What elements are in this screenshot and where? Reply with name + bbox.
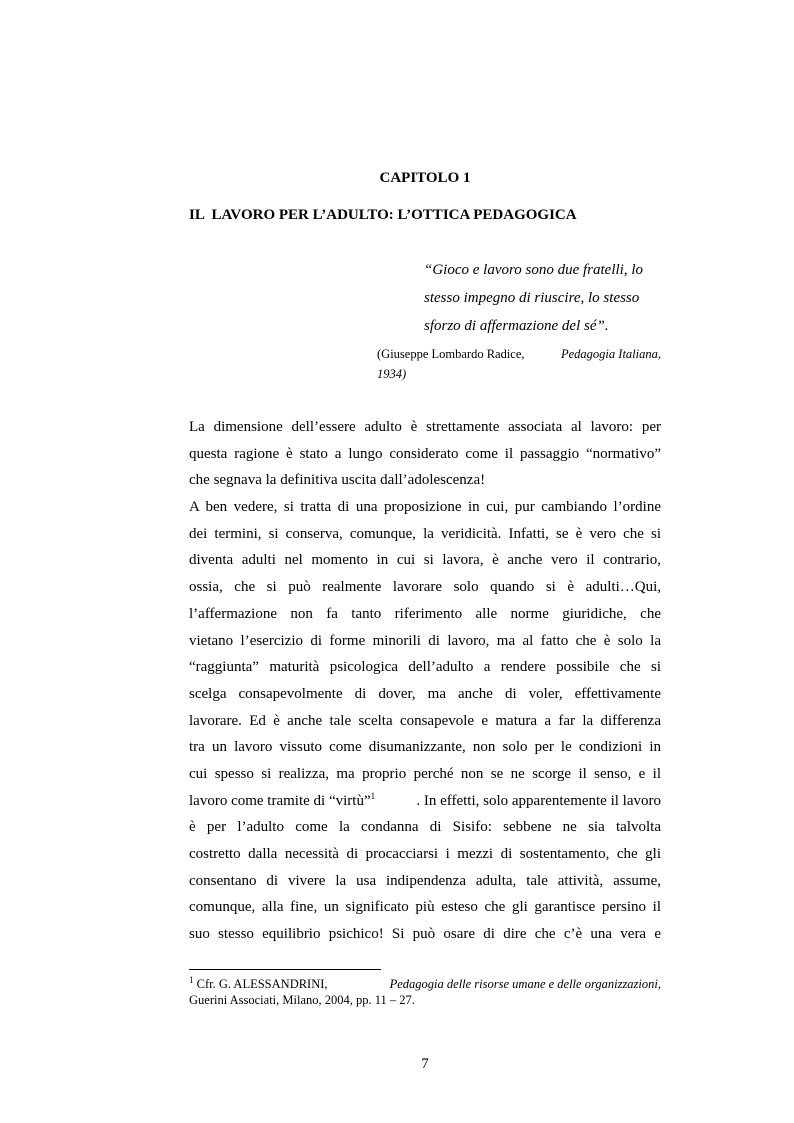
footnote-line-rest: . In effetti, solo apparentemente il lavoro (416, 792, 661, 809)
footnote-reference: 1 (370, 790, 376, 801)
epigraph-line: “Gioco e lavoro sono due fratelli, lo (424, 262, 644, 278)
body-line: comunque, alla fine, un significato più esteso che gli garantisce persino il (189, 899, 661, 916)
body-line: vietano l’esercizio di forme minorili di lavoro, ma al fatto che è solo la (189, 632, 661, 649)
body-line: dei termini, si conserva, comunque, la veridicità. Infatti, se è vero che si (189, 525, 661, 542)
body-line: cui spesso si realizza, ma proprio perché non se ne scorge il senso, e il (189, 765, 661, 782)
body-line: questa ragione è stato a lungo considerato come il passaggio “normativo” (189, 445, 661, 462)
chapter-title: IL LAVORO PER L’ADULTO: L’OTTICA PEDAGOGICA (189, 207, 577, 223)
epigraph-line: stesso impegno di riuscire, lo stesso (424, 290, 640, 306)
footnote-work-title: Pedagogia delle risorse umane e delle organizzazioni, (389, 977, 661, 991)
footnote-prefix: $^1$ Cfr. G. ALESSANDRINI, (189, 974, 328, 991)
body-line: l’affermazione non fa tanto riferimento alle norme giuridiche, che (189, 605, 661, 622)
body-line: diventa adulti nel momento in cui si lavora, è anche vero il contrario, (189, 552, 661, 569)
attribution-work: Pedagogia Italiana, (561, 347, 661, 361)
body-line: La dimensione dell’essere adulto è strettamente associata al lavoro: per (189, 419, 661, 435)
epigraph-line: sforzo di affermazione del sé”. (424, 318, 609, 334)
body-line: suo stesso equilibrio psichico! Si può osare di dire che c’è una vera e (189, 926, 661, 943)
footnote-line-part: lavoro come tramite di “virtù”$^1$ (189, 790, 376, 809)
body-line: A ben vedere, si tratta di una proposizione in cui, pur cambiando l’ordine (189, 499, 661, 516)
body-line: ossia, che si può realmente lavorare solo quando si è adulti…Qui, (189, 579, 661, 596)
chapter-heading: CAPITOLO 1 (379, 170, 471, 186)
page-number: 7 (421, 1056, 429, 1072)
body-line: costretto dalla necessità di procacciarsi i mezzi di sostentamento, che gli (189, 846, 661, 862)
body-line: tra un lavoro vissuto come disumanizzante, non solo per le condizioni in (189, 739, 661, 756)
body-line: “raggiunta” maturità psicologica dell’adulto a rendere possibile che si (189, 659, 661, 676)
attribution-author: (Giuseppe Lombardo Radice, (377, 347, 525, 361)
epigraph-attribution (377, 344, 661, 384)
body-line: scelga consapevolmente di dover, ma anche di voler, effettivamente (189, 685, 661, 702)
footnote-separator (189, 969, 381, 970)
body-line: che segnava la definitiva uscita dall’adolescenza! (189, 472, 486, 489)
footnote-number: 1 (189, 974, 194, 985)
attribution-year: 1934) (377, 367, 407, 381)
body-line-with-footnote (189, 788, 661, 815)
footnote (189, 976, 661, 1008)
body-line: lavorare. Ed è anche tale scelta consapevole e matura a far la differenza (189, 712, 661, 729)
body-line: consentano di vivere la usa indipendenza adulta, tale attività, assume, (189, 872, 661, 889)
body-text (189, 414, 661, 948)
footnote-publisher: Guerini Associati, Milano, 2004, pp. 11 – 27. (189, 993, 415, 1007)
body-line: è per l’adulto come la condanna di Sisifo: sebbene ne sia talvolta (189, 819, 661, 836)
